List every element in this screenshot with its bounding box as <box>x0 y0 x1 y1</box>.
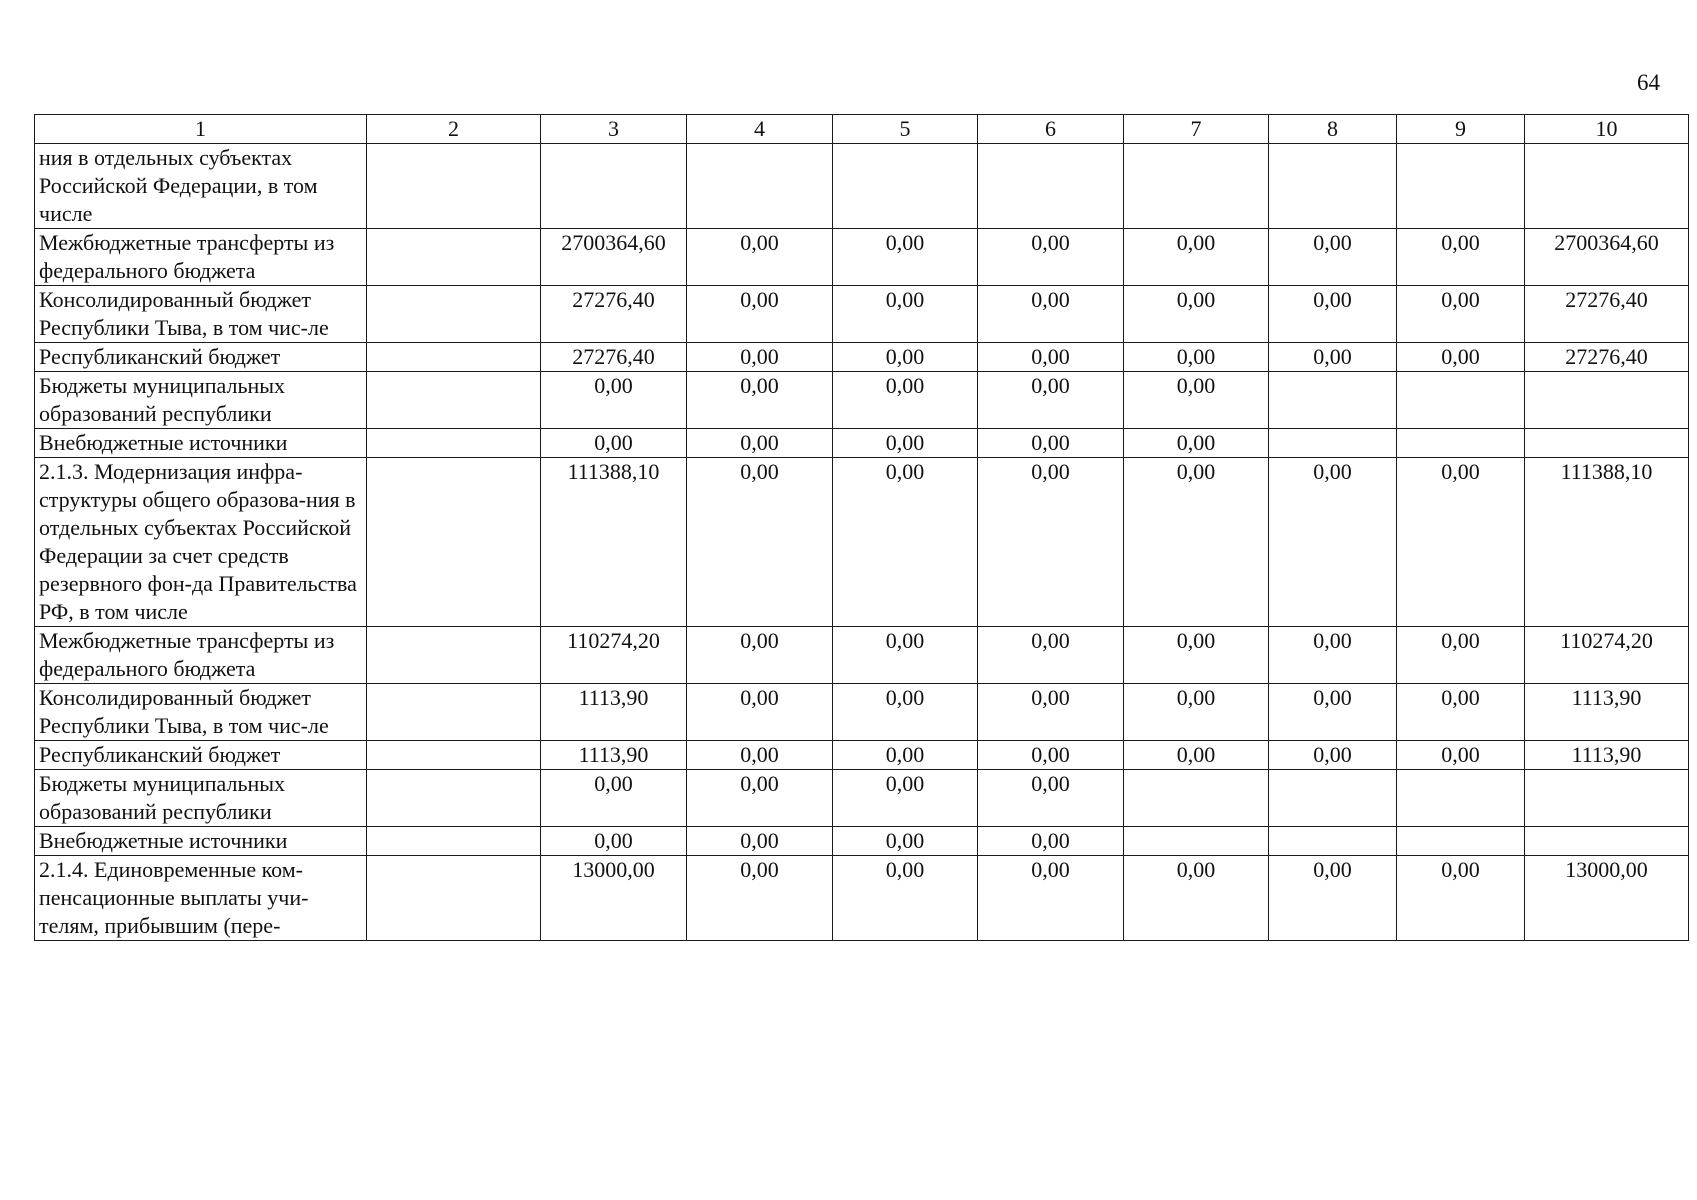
value-cell: 27276,40 <box>541 343 687 372</box>
value-cell: 2700364,60 <box>1525 229 1689 286</box>
column-header: 7 <box>1124 115 1269 144</box>
column-header: 10 <box>1525 115 1689 144</box>
budget-table <box>34 114 1689 941</box>
value-cell: 0,00 <box>1397 229 1525 286</box>
page-number: 64 <box>1637 70 1660 95</box>
value-cell: 0,00 <box>1397 856 1525 941</box>
table-row <box>35 429 1689 458</box>
value-cell: 0,00 <box>687 372 833 429</box>
value-cell: 0,00 <box>687 684 833 741</box>
value-cell <box>1269 770 1397 827</box>
value-cell <box>1397 372 1525 429</box>
column-2-cell <box>367 429 541 458</box>
value-cell: 0,00 <box>833 770 978 827</box>
value-cell: 0,00 <box>1397 684 1525 741</box>
value-cell <box>1397 827 1525 856</box>
row-label: Внебюджетные источники <box>35 827 367 856</box>
value-cell: 0,00 <box>1269 286 1397 343</box>
value-cell <box>833 144 978 229</box>
value-cell: 0,00 <box>541 770 687 827</box>
column-header: 1 <box>35 115 367 144</box>
value-cell: 0,00 <box>1124 343 1269 372</box>
row-label: Консолидированный бюджет Республики Тыва, в том чис-ле <box>35 286 367 343</box>
table-row <box>35 372 1689 429</box>
row-label: ния в отдельных субъектах Российской Федерации, в том числе <box>35 144 367 229</box>
column-2-cell <box>367 372 541 429</box>
value-cell: 27276,40 <box>1525 286 1689 343</box>
row-label: 2.1.3. Модернизация инфра-структуры общего образова-ния в отдельных субъектах Российской Федерации за счет средств резервного фон-да Правительства РФ, в том числе <box>35 458 367 627</box>
table-row <box>35 627 1689 684</box>
value-cell: 0,00 <box>1269 229 1397 286</box>
value-cell <box>1525 827 1689 856</box>
column-header: 5 <box>833 115 978 144</box>
value-cell: 111388,10 <box>1525 458 1689 627</box>
value-cell: 0,00 <box>687 827 833 856</box>
value-cell: 1113,90 <box>1525 741 1689 770</box>
table-row <box>35 770 1689 827</box>
column-2-cell <box>367 286 541 343</box>
value-cell: 0,00 <box>978 856 1124 941</box>
value-cell <box>1525 770 1689 827</box>
value-cell <box>1124 144 1269 229</box>
value-cell: 0,00 <box>541 372 687 429</box>
value-cell <box>541 144 687 229</box>
value-cell: 0,00 <box>1124 429 1269 458</box>
value-cell: 0,00 <box>833 229 978 286</box>
value-cell <box>1525 144 1689 229</box>
value-cell: 1113,90 <box>1525 684 1689 741</box>
value-cell: 0,00 <box>833 741 978 770</box>
column-header: 6 <box>978 115 1124 144</box>
value-cell: 0,00 <box>1269 741 1397 770</box>
value-cell: 110274,20 <box>1525 627 1689 684</box>
value-cell <box>1269 144 1397 229</box>
value-cell: 0,00 <box>978 770 1124 827</box>
table-row <box>35 827 1689 856</box>
value-cell: 0,00 <box>833 372 978 429</box>
value-cell: 0,00 <box>1124 372 1269 429</box>
value-cell <box>1397 770 1525 827</box>
value-cell <box>978 144 1124 229</box>
value-cell: 0,00 <box>978 458 1124 627</box>
value-cell: 0,00 <box>1269 684 1397 741</box>
row-label: Бюджеты муниципальных образований республики <box>35 770 367 827</box>
row-label: 2.1.4. Единовременные ком-пенсационные выплаты учи-телям, прибывшим (пере- <box>35 856 367 941</box>
value-cell: 0,00 <box>541 429 687 458</box>
value-cell: 0,00 <box>687 741 833 770</box>
table-row <box>35 144 1689 229</box>
value-cell: 0,00 <box>978 741 1124 770</box>
value-cell: 0,00 <box>687 458 833 627</box>
column-2-cell <box>367 229 541 286</box>
value-cell: 0,00 <box>1124 856 1269 941</box>
value-cell: 110274,20 <box>541 627 687 684</box>
value-cell: 0,00 <box>687 229 833 286</box>
value-cell: 0,00 <box>687 856 833 941</box>
column-2-cell <box>367 458 541 627</box>
value-cell: 13000,00 <box>1525 856 1689 941</box>
column-2-cell <box>367 856 541 941</box>
table-row <box>35 684 1689 741</box>
value-cell: 0,00 <box>1397 286 1525 343</box>
value-cell: 0,00 <box>833 684 978 741</box>
column-header: 8 <box>1269 115 1397 144</box>
value-cell: 0,00 <box>1124 684 1269 741</box>
value-cell: 0,00 <box>833 827 978 856</box>
value-cell: 0,00 <box>978 372 1124 429</box>
value-cell <box>1124 770 1269 827</box>
table-row <box>35 458 1689 627</box>
column-header: 4 <box>687 115 833 144</box>
value-cell: 0,00 <box>541 827 687 856</box>
value-cell: 0,00 <box>687 286 833 343</box>
column-header: 3 <box>541 115 687 144</box>
value-cell: 0,00 <box>1397 627 1525 684</box>
value-cell: 0,00 <box>833 856 978 941</box>
column-2-cell <box>367 144 541 229</box>
row-label: Бюджеты муниципальных образований республики <box>35 372 367 429</box>
value-cell: 0,00 <box>1124 286 1269 343</box>
value-cell: 0,00 <box>833 286 978 343</box>
column-number-row <box>35 115 1689 144</box>
table-row <box>35 741 1689 770</box>
value-cell: 2700364,60 <box>541 229 687 286</box>
table-row <box>35 343 1689 372</box>
value-cell: 0,00 <box>833 429 978 458</box>
value-cell: 27276,40 <box>1525 343 1689 372</box>
table-row <box>35 856 1689 941</box>
value-cell <box>1525 372 1689 429</box>
value-cell <box>1269 429 1397 458</box>
value-cell: 0,00 <box>978 229 1124 286</box>
value-cell <box>1124 827 1269 856</box>
row-label: Внебюджетные источники <box>35 429 367 458</box>
value-cell: 0,00 <box>1269 627 1397 684</box>
column-2-cell <box>367 827 541 856</box>
value-cell: 0,00 <box>687 343 833 372</box>
column-2-cell <box>367 343 541 372</box>
value-cell: 0,00 <box>1124 741 1269 770</box>
value-cell: 27276,40 <box>541 286 687 343</box>
column-2-cell <box>367 684 541 741</box>
value-cell: 0,00 <box>1397 343 1525 372</box>
value-cell: 0,00 <box>978 684 1124 741</box>
value-cell: 0,00 <box>833 458 978 627</box>
value-cell: 0,00 <box>978 627 1124 684</box>
table-row <box>35 229 1689 286</box>
value-cell: 111388,10 <box>541 458 687 627</box>
value-cell: 0,00 <box>1269 458 1397 627</box>
value-cell: 0,00 <box>1124 458 1269 627</box>
value-cell: 1113,90 <box>541 684 687 741</box>
value-cell <box>687 144 833 229</box>
value-cell: 0,00 <box>978 343 1124 372</box>
value-cell <box>1397 429 1525 458</box>
value-cell: 13000,00 <box>541 856 687 941</box>
value-cell: 0,00 <box>978 286 1124 343</box>
row-label: Республиканский бюджет <box>35 741 367 770</box>
column-2-cell <box>367 627 541 684</box>
value-cell: 0,00 <box>687 429 833 458</box>
column-2-cell <box>367 770 541 827</box>
value-cell <box>1397 144 1525 229</box>
row-label: Республиканский бюджет <box>35 343 367 372</box>
value-cell: 0,00 <box>1397 458 1525 627</box>
value-cell: 1113,90 <box>541 741 687 770</box>
column-header: 2 <box>367 115 541 144</box>
value-cell: 0,00 <box>687 627 833 684</box>
value-cell: 0,00 <box>833 627 978 684</box>
row-label: Консолидированный бюджет Республики Тыва, в том чис-ле <box>35 684 367 741</box>
value-cell: 0,00 <box>1124 627 1269 684</box>
value-cell: 0,00 <box>1269 343 1397 372</box>
value-cell: 0,00 <box>1397 741 1525 770</box>
table-row <box>35 286 1689 343</box>
value-cell <box>1525 429 1689 458</box>
value-cell <box>1269 827 1397 856</box>
value-cell: 0,00 <box>1269 856 1397 941</box>
value-cell <box>1269 372 1397 429</box>
column-header: 9 <box>1397 115 1525 144</box>
value-cell: 0,00 <box>978 429 1124 458</box>
value-cell: 0,00 <box>978 827 1124 856</box>
row-label: Межбюджетные трансферты из федерального бюджета <box>35 229 367 286</box>
column-2-cell <box>367 741 541 770</box>
row-label: Межбюджетные трансферты из федерального бюджета <box>35 627 367 684</box>
value-cell: 0,00 <box>833 343 978 372</box>
value-cell: 0,00 <box>687 770 833 827</box>
value-cell: 0,00 <box>1124 229 1269 286</box>
